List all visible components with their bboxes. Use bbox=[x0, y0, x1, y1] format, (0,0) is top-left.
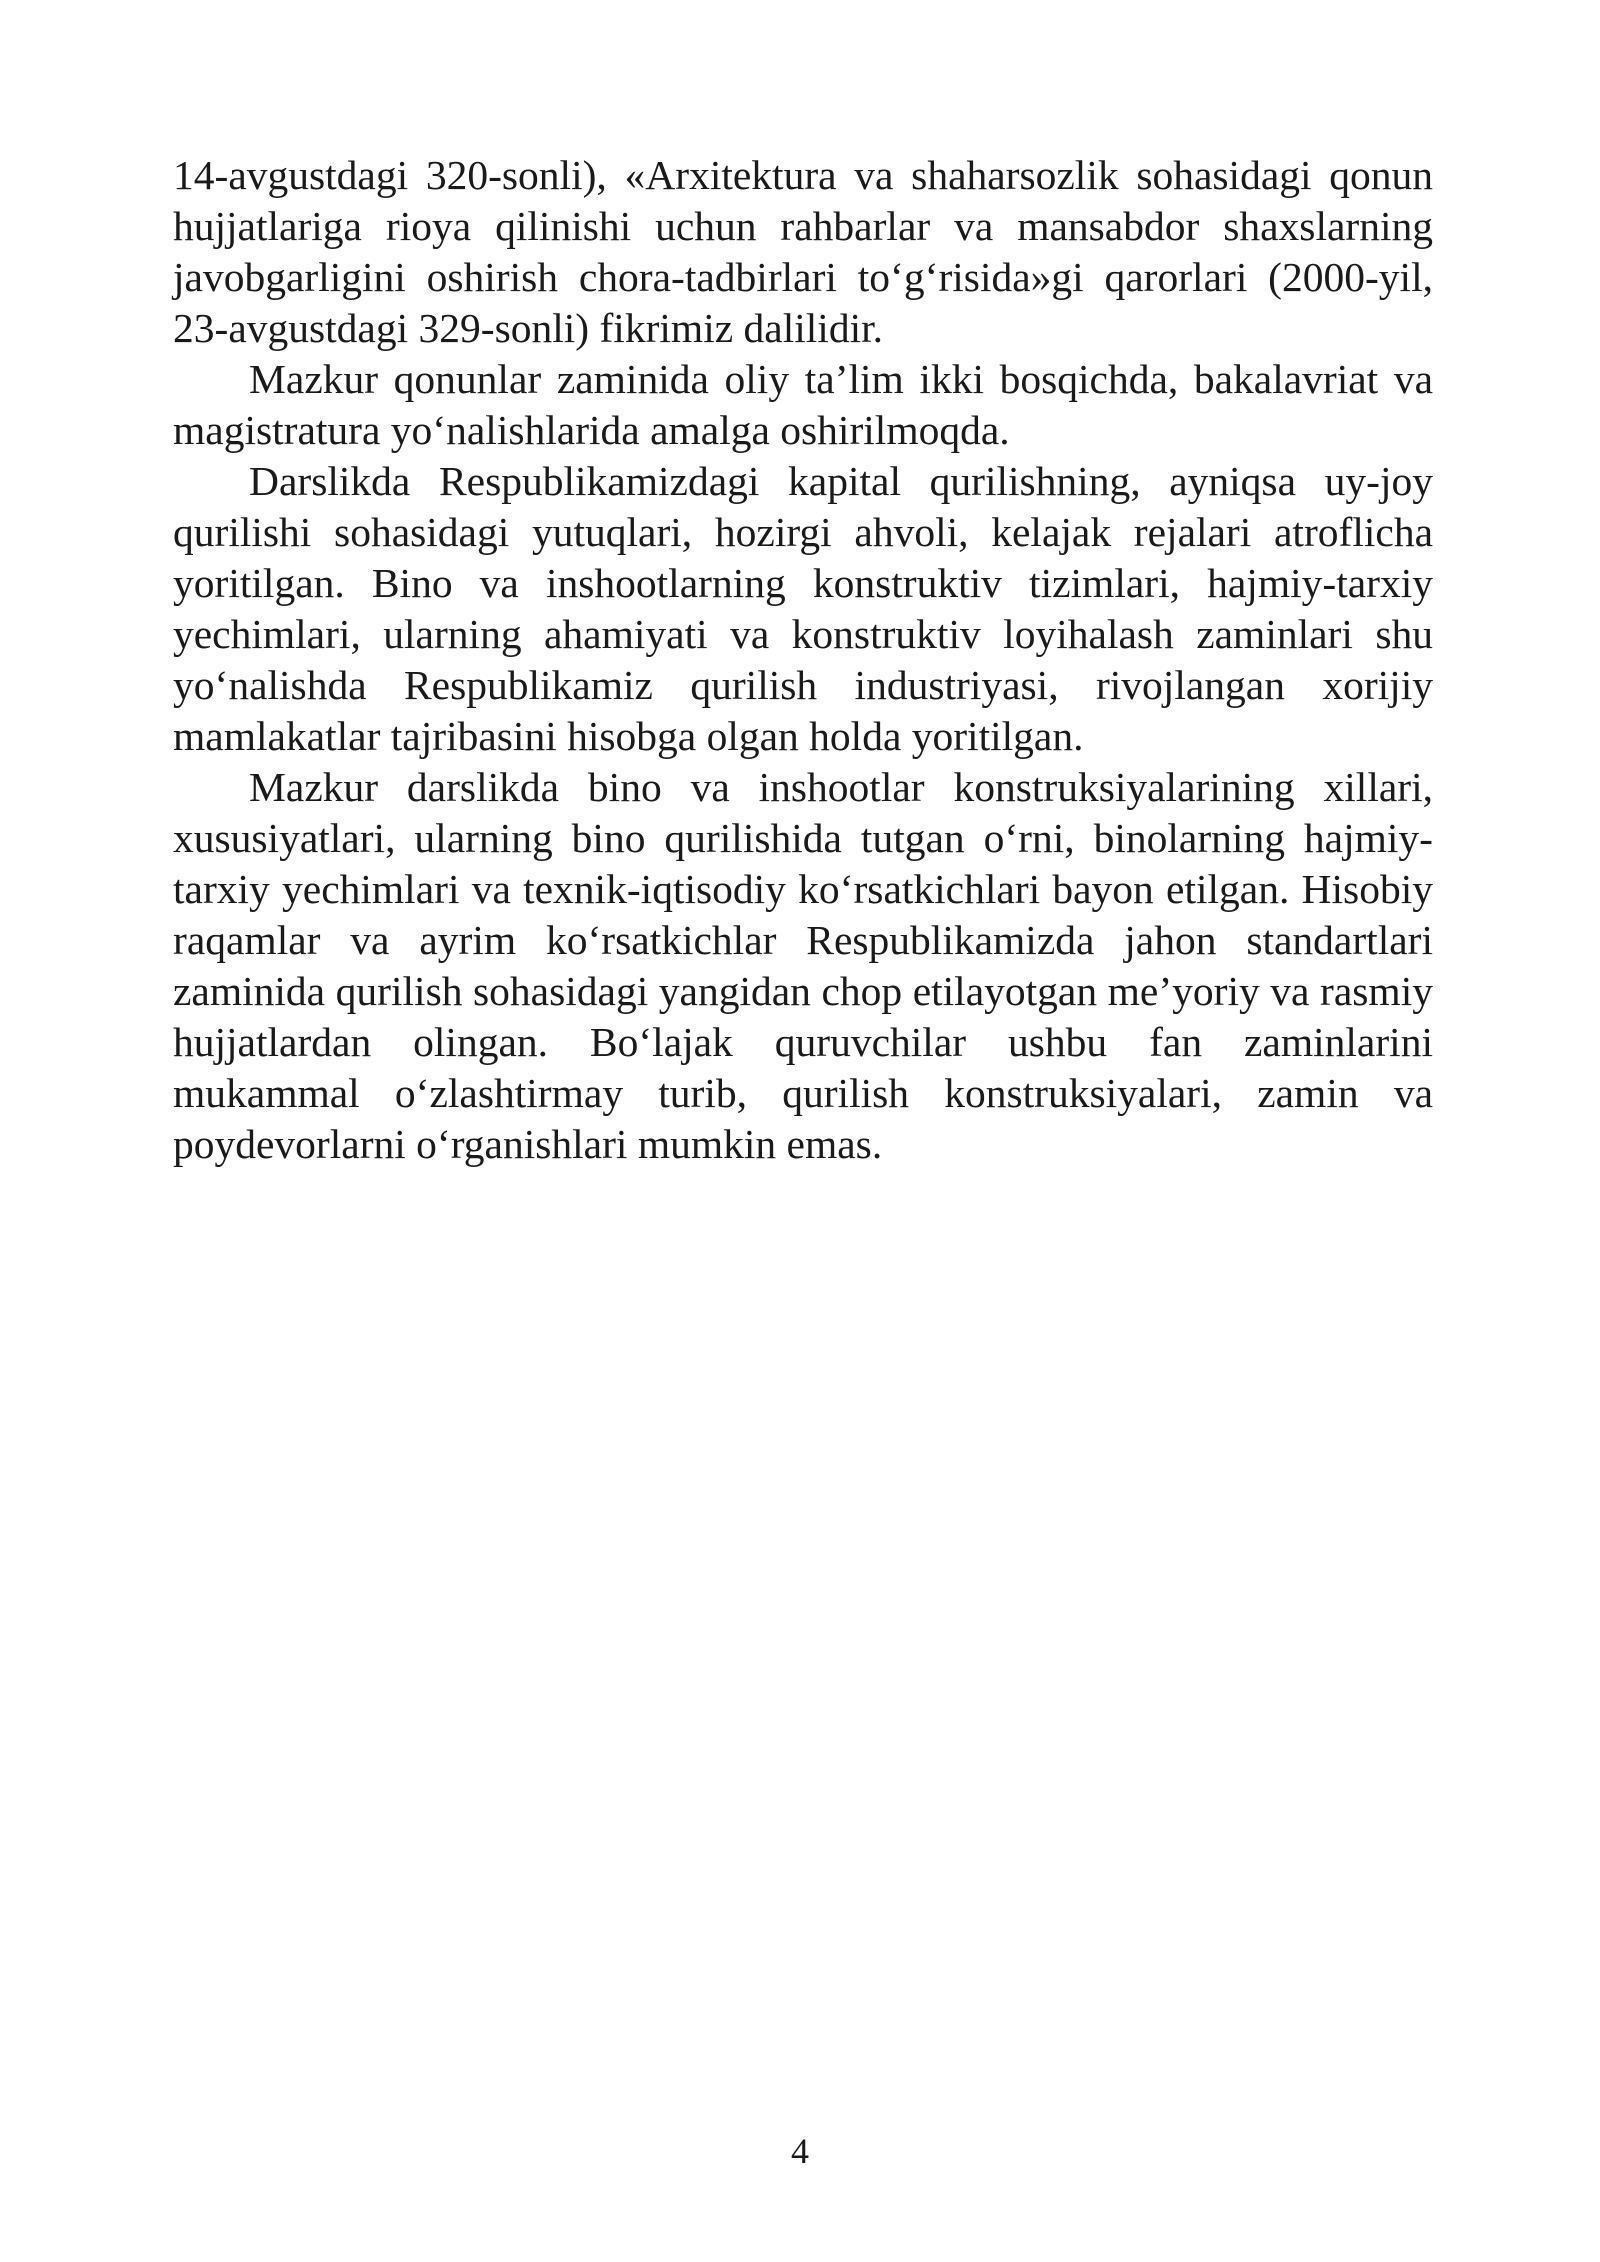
page-number: 4 bbox=[791, 2131, 809, 2171]
paragraph-1: 14-avgustdagi 320-sonli), «Arxitektura va shaharsozlik sohasidagi qonun hujjatlariga rioya qilinishi uchun rahbarlar va mansabdor shaxslarning javobgarligini oshirish chora-tadbirlari to‘g‘risida»gi qarorlari (2000-yil, 23-avgustdagi 329-sonli) fikrimiz dalilidir. bbox=[173, 152, 1433, 351]
body-text bbox=[173, 150, 1433, 1170]
paragraph-2: Mazkur qonunlar zaminida oliy ta’lim ikki bosqichda, bakalavriat va magistratura yo‘nalishlarida amalga oshirilmoqda. bbox=[173, 356, 1433, 453]
paragraph-3: Darslikda Respublikamizdagi kapital qurilishning, ayniqsa uy-joy qurilishi sohasidagi yutuqlari, hozirgi ahvoli, kelajak rejalari atroflicha yoritilgan. Bino va inshootlarning konstruktiv tizimlari, hajmiy-tarxiy yechimlari, ularning ahamiyati va konstruktiv loyihalash zaminlari shu yo‘nalishda Respublikamiz qurilish industriyasi, rivojlangan xorijiy mamlakatlar tajribasini hisobga olgan holda yoritilgan. bbox=[173, 458, 1433, 759]
paragraph-4: Mazkur darslikda bino va inshootlar konstruksiyalarining xillari, xususiyatlari, ularning bino qurilishida tutgan o‘rni, binolarning hajmiy-tarxiy yechimlari va texnik-iqtisodiy ko‘rsatkichlari bayon etilgan. Hisobiy raqamlar va ayrim ko‘rsatkichlar Respublikamizda jahon standartlari zaminida qurilish sohasidagi yangidan chop etilayotgan me’yoriy va rasmiy hujjatlardan olingan. Bo‘lajak quruvchilar ushbu fan zaminlarini mukammal o‘zlashtirmay turib, qurilish konstruksiyalari, zamin va poydevorlarni o‘rganishlari mumkin emas. bbox=[173, 764, 1433, 1167]
